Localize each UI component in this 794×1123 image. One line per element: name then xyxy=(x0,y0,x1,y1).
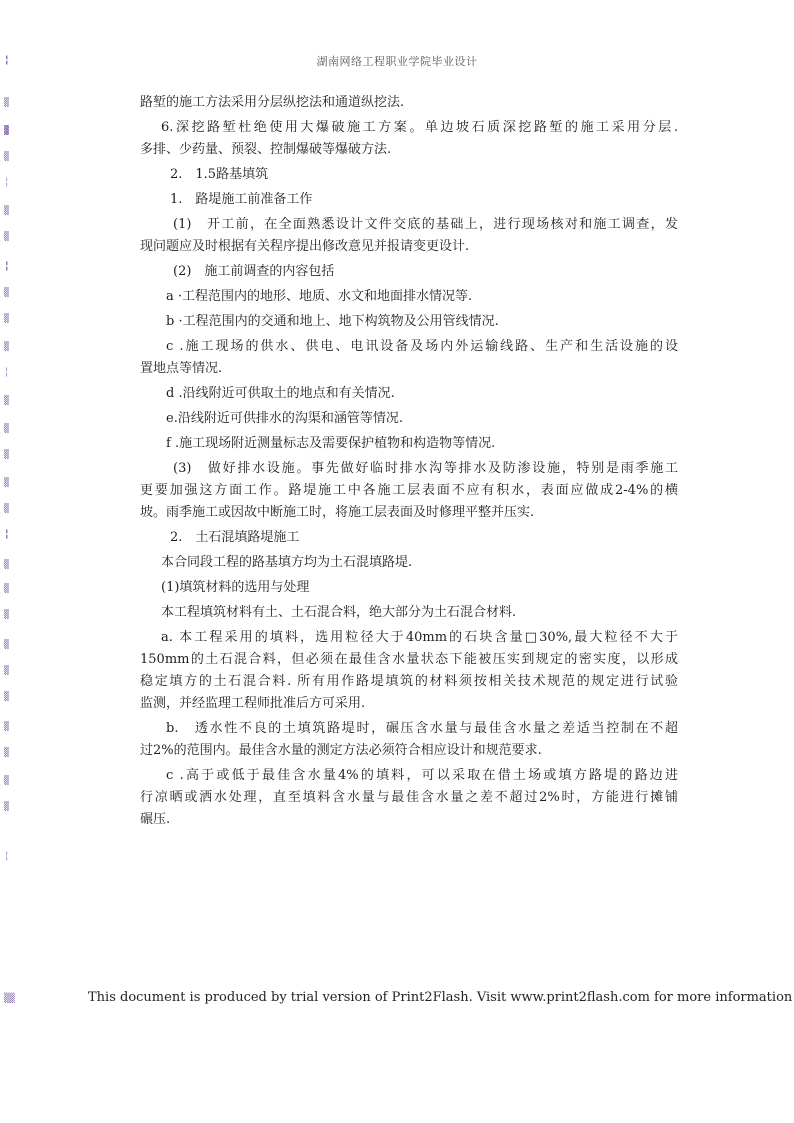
paragraph-line: 稳定填方的土石混合料. 所有用作路堤填筑的材料须按相关技术规范的规定进行试验 xyxy=(140,674,678,689)
margin-mark: ╏ xyxy=(4,262,10,272)
paragraph-line: 碾压. xyxy=(140,812,171,827)
paragraph-line: 路堑的施工方法采用分层纵挖法和通道纵挖法. xyxy=(140,95,405,110)
margin-mark: ╏ xyxy=(4,530,10,540)
margin-mark: ▒ xyxy=(4,722,10,732)
margin-mark: ▒ xyxy=(4,424,10,434)
margin-mark: ▒ xyxy=(4,478,10,488)
margin-mark: ╎ xyxy=(4,178,10,188)
margin-mark: ▒ xyxy=(4,640,10,650)
paragraph-line: 坡。雨季施工或因故中断施工时，将施工层表面及时修理平整并压实. xyxy=(140,505,535,520)
list-item: c .施工现场的供水、供电、电讯设备及场内外运输线路、生产和生活设施的设 xyxy=(166,339,678,354)
margin-mark: ▒ xyxy=(4,748,10,758)
margin-mark: ▒ xyxy=(4,152,10,162)
paragraph-line: 6.深挖路堑杜绝使用大爆破施工方案。单边坡石质深挖路堑的施工采用分层. xyxy=(161,120,678,135)
margin-mark: ▒ xyxy=(4,610,10,620)
paragraph-line: 本工程填筑材料有土、土石混合料，绝大部分为土石混合材料. xyxy=(161,605,517,620)
list-item: b ·工程范围内的交通和地上、地下构筑物及公用管线情况. xyxy=(166,314,499,329)
list-item: b. 透水性不良的土填筑路堤时，碾压含水量与最佳含水量之差适当控制在不超 xyxy=(166,721,678,736)
paragraph-line: (3) 做好排水设施。事先做好临时排水沟等排水及防渗设施，特别是雨季施工 xyxy=(173,461,678,476)
page-header: 湖南网络工程职业学院毕业设计 xyxy=(316,55,478,68)
margin-mark: ▒ xyxy=(4,666,10,676)
paragraph-line: 过2%的范围内。最佳含水量的测定方法必须符合相应设计和规范要求. xyxy=(140,743,542,758)
paragraph-line: 本合同段工程的路基填方均为土石混填路堤. xyxy=(161,555,413,570)
section-heading: 2. 1.5路基填筑 xyxy=(170,167,269,182)
margin-mark: ▒ xyxy=(4,776,10,786)
list-item: a. 本工程采用的填料，选用粒径大于40mm的石块含量□30%,最大粒径不大于 xyxy=(161,630,678,645)
paragraph-line: 监测，并经监理工程师批准后方可采用. xyxy=(140,696,366,711)
paragraph-line: 置地点等情况. xyxy=(140,361,223,376)
margin-mark: ▓ xyxy=(4,126,10,136)
margin-mark: ▒ xyxy=(4,584,10,594)
margin-mark: ╏ xyxy=(4,56,10,66)
trial-watermark-notice: This document is produced by trial version of Print2Flash. Visit www.print2flash.com for more information xyxy=(88,990,793,1005)
margin-mark: ▒ xyxy=(4,314,10,324)
margin-mark: ▒ xyxy=(4,98,10,108)
section-heading: 2. 土石混填路堤施工 xyxy=(170,530,300,545)
paragraph-line: 多排、少药量、预裂、控制爆破等爆破方法. xyxy=(140,142,392,157)
paragraph-line: (1) 开工前，在全面熟悉设计文件交底的基础上，进行现场核对和施工调查，发 xyxy=(173,217,678,232)
margin-mark: ▒ xyxy=(4,288,10,298)
list-item: e.沿线附近可供排水的沟渠和涵管等情况. xyxy=(166,411,403,426)
margin-mark: ▒ xyxy=(4,560,10,570)
margin-mark: ▒ xyxy=(4,232,10,242)
margin-mark: ▒ xyxy=(4,450,10,460)
list-item: d .沿线附近可供取土的地点和有关情况. xyxy=(166,386,395,401)
section-heading: 1. 路堤施工前准备工作 xyxy=(170,192,313,207)
paragraph-line: (2) 施工前调查的内容包括 xyxy=(173,264,335,279)
margin-mark: ▒ xyxy=(4,206,10,216)
list-item: c .高于或低于最佳含水量4%的填料，可以采取在借土场或填方路堤的路边进 xyxy=(166,768,678,783)
paragraph-line: 150mm的土石混合料，但必须在最佳含水量状态下能被压实到规定的密实度，以形成 xyxy=(140,652,678,667)
margin-mark: ▒ xyxy=(4,692,10,702)
margin-mark: ▒ xyxy=(4,342,10,352)
list-item: f .施工现场附近测量标志及需要保护植物和构造物等情况. xyxy=(166,436,496,451)
section-heading: (1)填筑材料的选用与处理 xyxy=(161,580,310,595)
margin-mark: ▒ xyxy=(4,504,10,514)
list-item: a ·工程范围内的地形、地质、水文和地面排水情况等. xyxy=(166,289,473,304)
margin-mark: ▒ xyxy=(4,396,10,406)
margin-mark: ╎ xyxy=(4,852,10,862)
margin-mark: ╎ xyxy=(4,368,10,378)
margin-mark: ▒ xyxy=(4,802,10,812)
footer-mark: ▒▒ xyxy=(4,994,15,1004)
paragraph-line: 更要加强这方面工作。路堤施工中各施工层表面不应有积水，表面应做成2-4%的横 xyxy=(140,483,678,498)
paragraph-line: 现问题应及时根据有关程序提出修改意见并报请变更设计. xyxy=(140,239,470,254)
document-body xyxy=(140,92,678,831)
paragraph-line: 行凉晒或洒水处理，直至填料含水量与最佳含水量之差不超过2%时，方能进行摊铺 xyxy=(140,790,678,805)
